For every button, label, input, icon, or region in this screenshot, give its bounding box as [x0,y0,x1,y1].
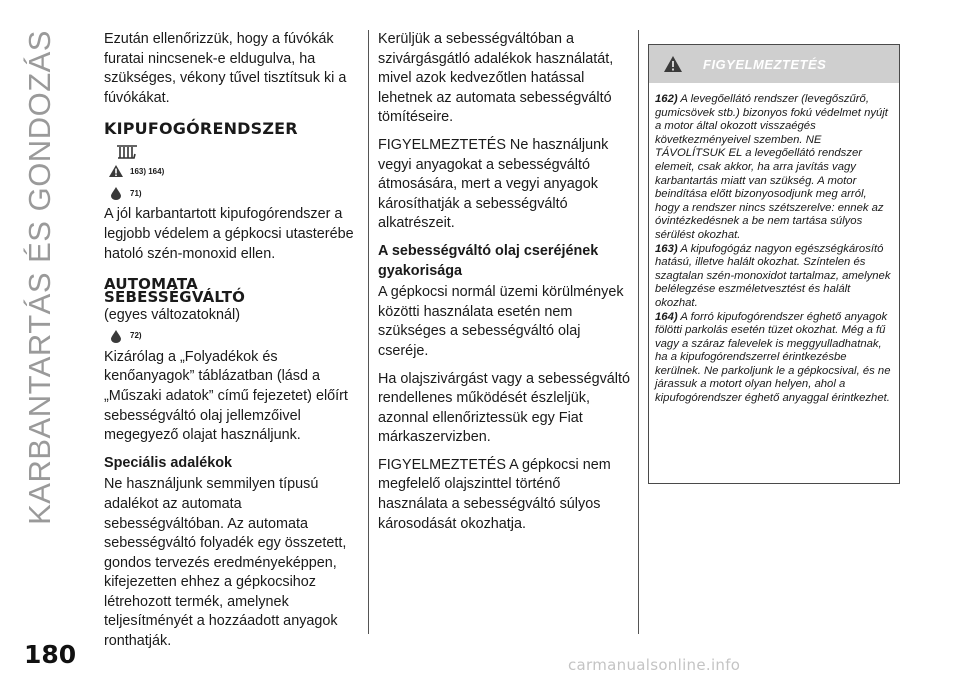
special-additives-heading: Speciális adalékok [104,454,232,471]
auto-ref-text: 72) [130,330,142,340]
oil-drop-icon [108,329,124,343]
exhaust-warning-ref-1 [108,161,354,181]
chapter-side-title [8,30,72,590]
column-middle [378,30,630,542]
automatic-gearbox-subheading: (egyes változatoknál) [104,307,240,324]
warning-box [648,44,900,484]
oil-level-warning-paragraph: FIGYELMEZTETÉS A gépkocsi nem megfelelő olajszinttel történő használata a sebességváltó súlyos károsodását okozhatja. [378,456,611,532]
exhaust-warning-ref-2 [108,183,354,203]
chapter-side-title-text: KARBANTARTÁS ÉS GONDOZÁS [22,30,57,525]
warning-item-number: 164) [655,310,678,323]
intro-paragraph: Ezután ellenőrizzük, hogy a fúvókák furatai nincsenek-e eldugulva, ha szükséges, vékony tűvel tisztítsuk ki a fúvókákat. [104,31,347,106]
auto-paragraph: Kizárólag a „Folyadékok és kenőanyagok” táblázatban (lásd a „Műszaki adatok” című fejezetet) előírt sebességváltó olaj jellemzőivel megegyező olajat használjunk. [104,348,348,444]
warning-item-number: 162) [655,93,678,105]
hand-lift-icon [114,143,140,161]
automatic-gearbox-heading-line1: AUTOMATA [104,275,198,294]
sealant-paragraph: Kerüljük a sebességváltóban a szivárgásgátló adalékok használatát, mivel azok kedvezőtlen hatással lehetnek az automata sebességváltó tömítéseire. [378,31,614,126]
warning-triangle-icon [663,55,683,73]
oil-change-paragraph: A gépkocsi normál üzemi körülmények közötti használata esetén nem szükséges a sebességváltó olaj cseréje. [378,284,624,359]
oil-drop-icon [108,186,124,200]
exhaust-heading: KIPUFOGÓRENDSZER [104,119,298,139]
watermark-text: carmanualsonline.info [568,656,741,674]
warning-box-body [649,83,899,406]
special-additives-paragraph: Ne használjunk semmilyen típusú adalékot az automata sebességváltóban. Az automata sebességváltó folyadék egy összetett, gondos tervezés eredményeképpen, kifejezetten ehhez a gépkocsihoz létrehozott termék, amelynek teljesítményét a hozzáadott anyagok ronthatják. [104,476,347,650]
auto-warning-ref [108,326,354,346]
column-divider-1 [368,30,369,634]
warning-item-text: A forró kipufogórendszer éghető anyagok fölötti parkolás esetén tüzet okozhat. Még a fű vagy a száraz falevelek is meggyulladhatnak, ha a kipufogórendszerrel érintkezésbe kerülnek. Ne parkoljunk le a gépkocsival, és ne járassuk a motort olyan helyen, ahol a kipufogórendszer éghető anyaggal érintkezhet. [655,310,891,405]
column-divider-2 [638,30,639,634]
automatic-gearbox-heading-line2: SEBESSÉGVÁLTÓ [104,288,246,307]
warning-box-header [649,45,899,83]
warning-item [655,93,893,243]
warning-item [655,243,893,311]
page-number: 180 [24,640,77,669]
warning-item [655,311,893,406]
chemical-warning-paragraph: FIGYELMEZTETÉS Ne használjunk vegyi anyagokat a sebességváltó átmosására, mert a vegyi anyagok károsíthatják a sebességváltó alkatrészeit. [378,136,609,232]
warning-triangle-icon [108,164,124,178]
automatic-gearbox-heading [104,275,354,307]
exhaust-ref-text-2: 71) [130,188,142,198]
warning-item-text: A levegőellátó rendszer (levegőszűrő, gumicsövek stb.) bizonyos fokú védelmet nyújt a motor által okozott visszaégés következményeivel szemben. NE TÁVOLÍTSUK EL a levegőellátó rendszer elemeit, csak akkor, ha arra javítás vagy karbantartás miatt van szükség. A motor beindítása előtt bizonyosodjunk meg arról, hogy a rendszer nincs szétszerelve: ennek az óvintézkedésnek a be nem tartása súlyos sérülést okozhat. [655,93,888,241]
warning-item-text: A kipufogógáz nagyon egészségkárosító hatású, illetve halált okozhat. Színtelen és szagtalan szén-monoxidot tartalmaz, amelynek belélegzése eszméletvesztést és halált okozhat. [655,242,891,309]
warning-box-title: FIGYELMEZTETÉS [703,56,827,72]
exhaust-ref-text-1: 163) 164) [130,166,165,176]
warning-item-number: 163) [655,242,678,255]
exhaust-paragraph: A jól karbantartott kipufogórendszer a legjobb védelem a gépkocsi utasterébe hatoló szén-monoxid ellen. [104,206,354,262]
column-left [104,30,354,660]
oil-change-heading: A sebességváltó olaj cseréjének gyakorisága [378,242,599,279]
leak-paragraph: Ha olajszivárgást vagy a sebességváltó rendellenes működését észleljük, azonnal ellenőriztessük egy Fiat márkaszervizben. [378,370,630,446]
